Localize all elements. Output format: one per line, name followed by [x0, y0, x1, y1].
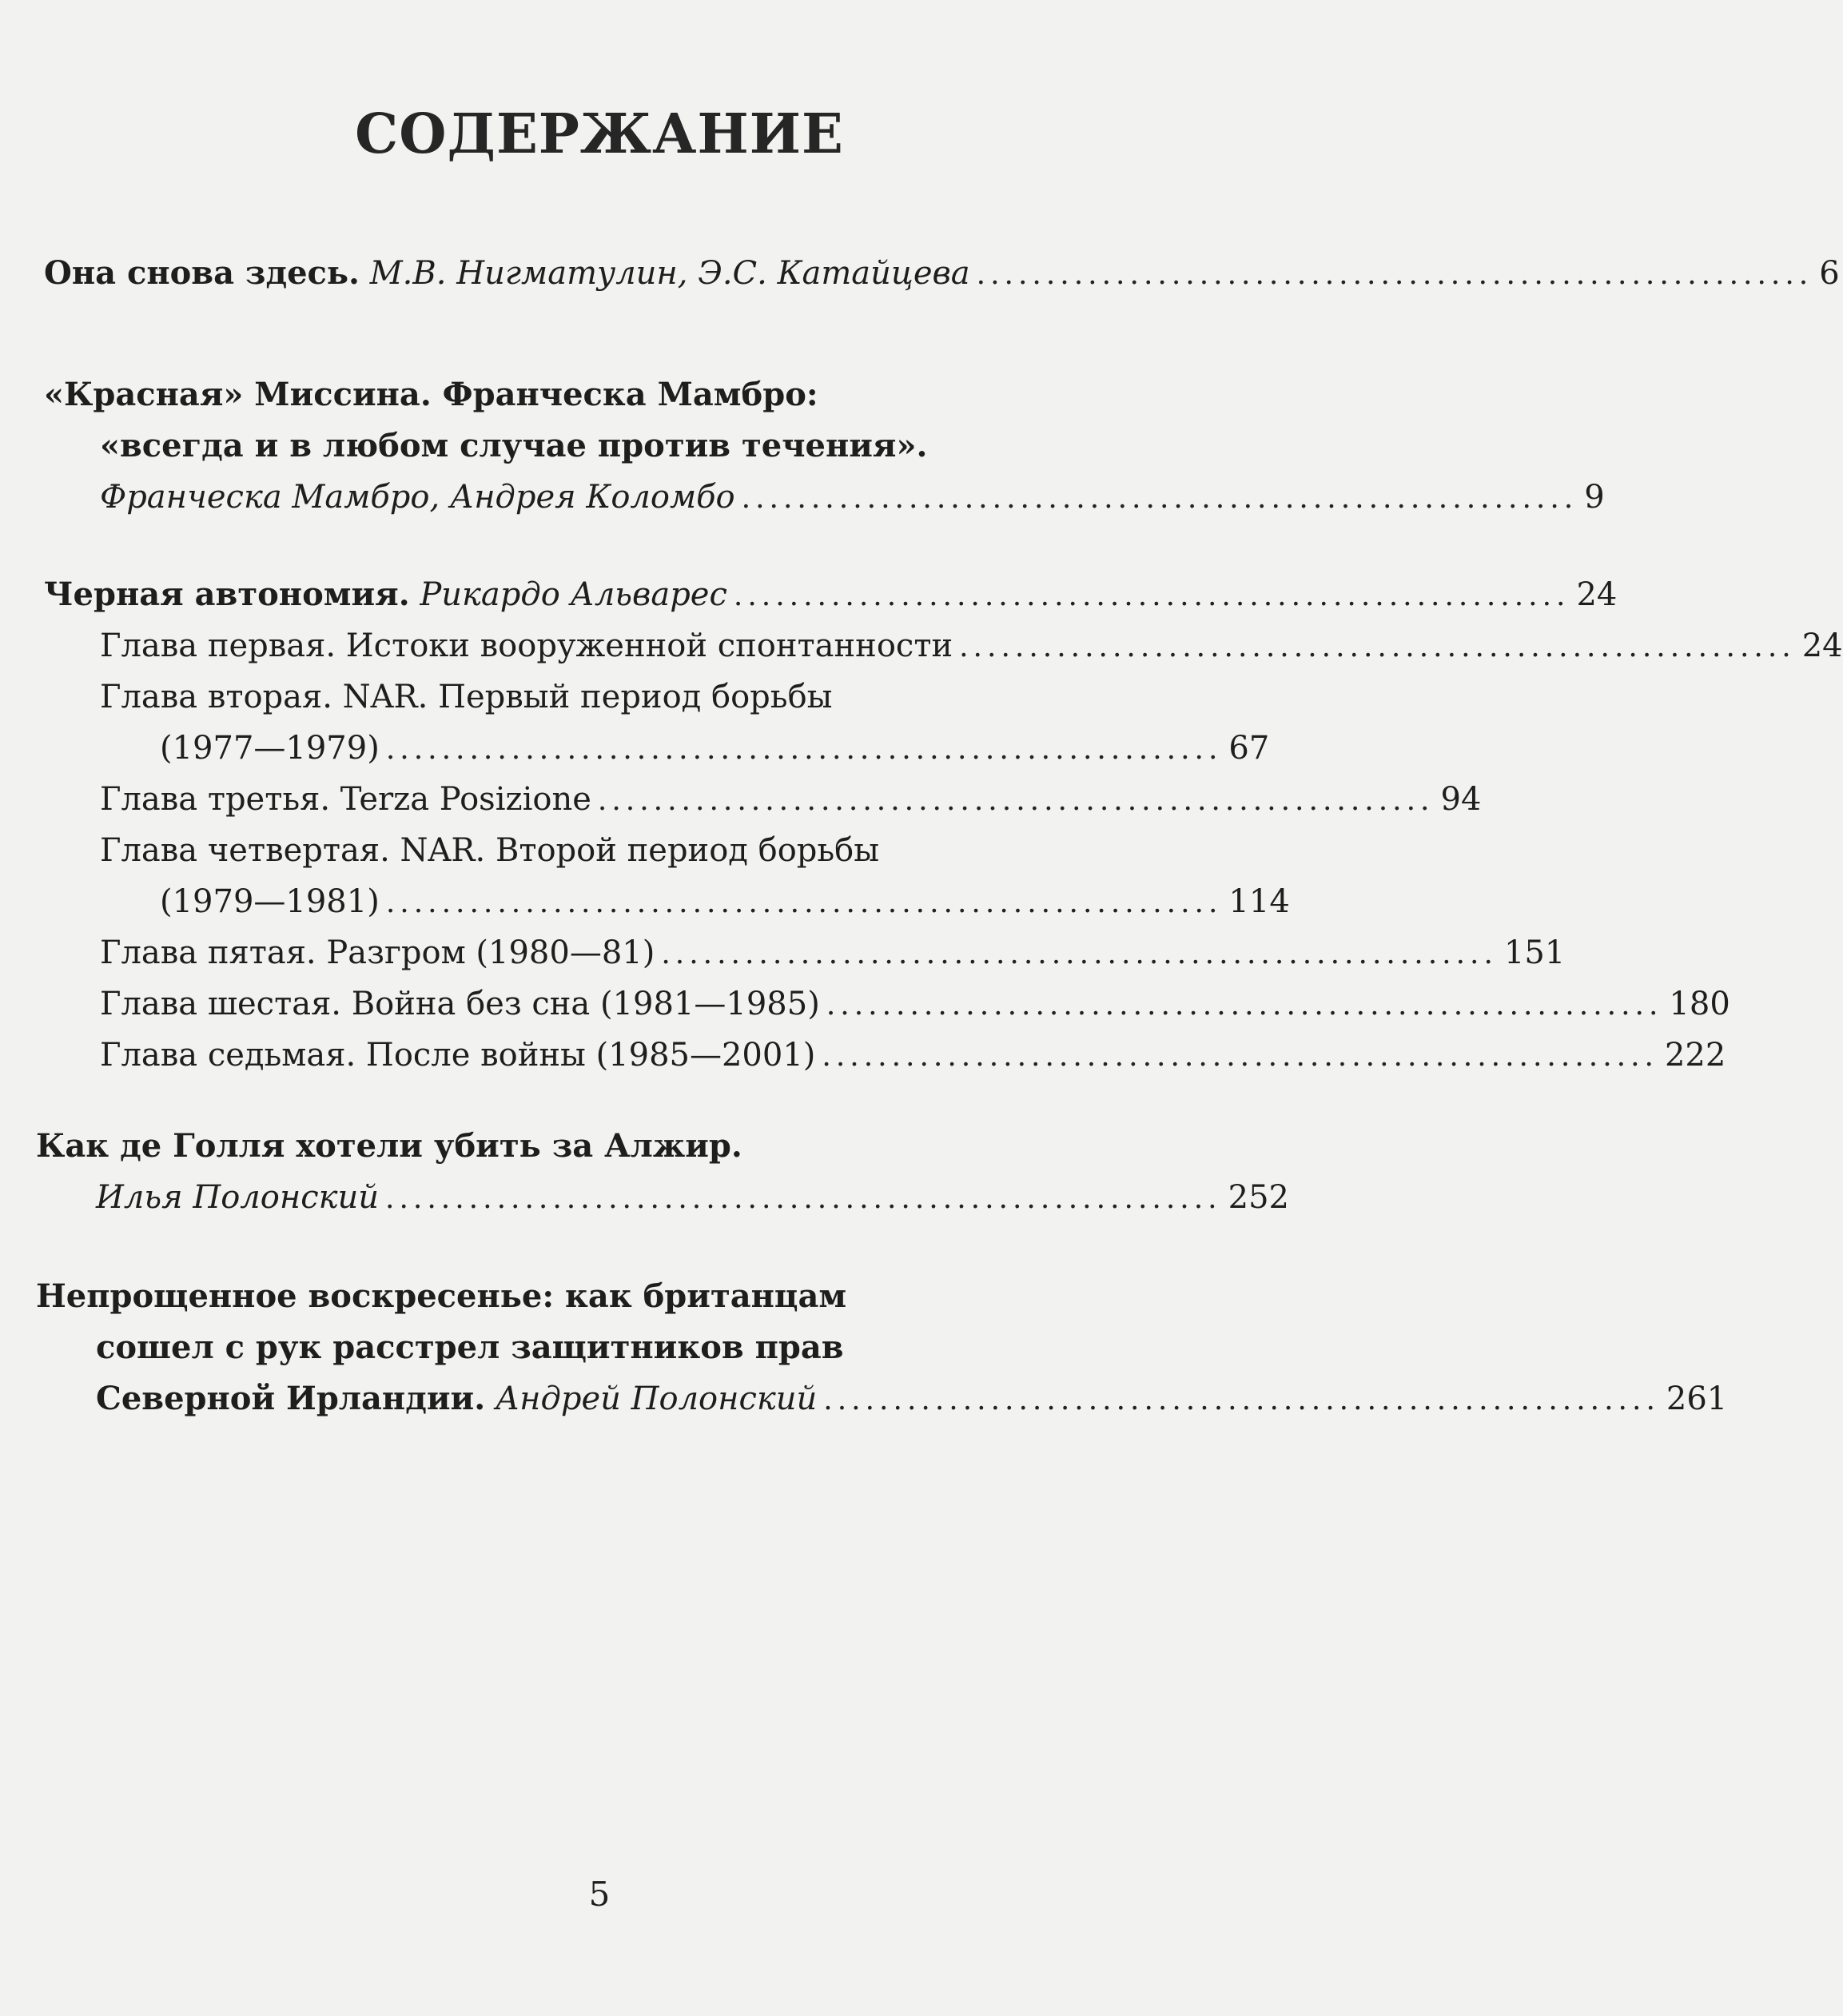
entry-page: 24: [1576, 576, 1618, 613]
entry-title: «всегда и в любом случае против течения».: [100, 427, 928, 464]
entry-title: Глава шестая. Война без сна (1981—1985): [100, 986, 820, 1022]
entry-page: 9: [1584, 479, 1605, 516]
dot-leader: ............................................................: [741, 482, 1578, 515]
page-title: СОДЕРЖАНИЕ: [355, 102, 844, 166]
entry-page: 24: [1801, 628, 1843, 664]
toc-entry: [96, 1375, 1728, 1423]
entry-title: Она снова здесь.: [44, 254, 360, 292]
entry-title: Глава седьмая. После войны (1985—2001): [100, 1037, 816, 1074]
dot-leader: ............................................................: [385, 733, 1223, 766]
entry-page: 6: [1819, 255, 1840, 292]
entry-title: Глава пятая. Разгром (1980—81): [100, 934, 655, 971]
dot-leader: ............................................................: [661, 938, 1498, 970]
toc-entry: [36, 1273, 1055, 1321]
entry-page: 67: [1228, 730, 1270, 767]
dot-leader: ............................................................: [385, 1182, 1222, 1215]
entry-author: Андрей Полонский: [485, 1381, 818, 1417]
toc-entry: [100, 980, 1730, 1028]
toc-entry: [36, 1122, 1055, 1170]
entry-title: «Красная» Миссина. Франческа Мамбро:: [44, 376, 818, 413]
toc-entry: [100, 929, 1566, 977]
entry-title: (1977—1979): [160, 730, 380, 767]
entry-page: 151: [1503, 934, 1566, 971]
toc-entry: [96, 1324, 1055, 1372]
toc-entry: [44, 371, 1055, 419]
toc-entry: [100, 827, 1055, 875]
entry-title: сошел с рук расстрел защитников прав: [96, 1329, 844, 1366]
dot-leader: ............................................................: [976, 258, 1813, 291]
dot-leader: ............................................................: [826, 989, 1663, 1022]
toc-entry: [44, 571, 1618, 619]
entry-author: Илья Полонский: [96, 1179, 380, 1216]
entry-title: Глава первая. Истоки вооруженной спонтанности: [100, 628, 953, 664]
entry-title: Глава вторая. NAR. Первый период борьбы: [100, 679, 833, 715]
toc-entry: [160, 878, 1290, 926]
dot-leader: ............................................................: [959, 631, 1796, 663]
entry-page: 222: [1664, 1037, 1726, 1074]
dot-leader: ............................................................: [385, 886, 1223, 919]
entry-page: 252: [1228, 1179, 1289, 1216]
toc-entry: [100, 673, 1055, 721]
dot-leader: ............................................................: [822, 1040, 1658, 1073]
entry-title: Глава третья. Terza Posizione: [100, 781, 591, 818]
page-number: 5: [588, 1875, 611, 1914]
toc-entry: [100, 422, 1055, 470]
entry-title: Непрощенное воскресенье: как британцам: [36, 1277, 847, 1315]
dot-leader: ............................................................: [733, 580, 1570, 612]
entry-page: 94: [1440, 781, 1482, 818]
toc-entry: [100, 775, 1482, 823]
entry-title: (1979—1981): [160, 883, 380, 920]
entry-page: 180: [1669, 986, 1730, 1022]
entry-title: Глава четвертая. NAR. Второй период борьбы: [100, 832, 880, 869]
entry-author: Франческа Мамбро, Андрея Коломбо: [100, 479, 735, 516]
toc-entry: [44, 249, 1840, 297]
toc-entry: [100, 622, 1843, 670]
toc-entry: [160, 724, 1270, 772]
entry-title: Северной Ирландии.: [96, 1380, 486, 1417]
entry-author: М.В. Нигматулин, Э.С. Катайцева: [359, 255, 970, 292]
toc-entry: [100, 473, 1605, 521]
entry-author: Рикардо Альварес: [409, 576, 727, 613]
entry-title: Как де Голля хотели убить за Алжир.: [36, 1127, 742, 1165]
entry-title: Черная автономия.: [44, 576, 410, 613]
toc-entry: [96, 1173, 1289, 1221]
toc-entry: [100, 1031, 1726, 1079]
dot-leader: ............................................................: [597, 784, 1435, 817]
dot-leader: ............................................................: [823, 1384, 1660, 1416]
entry-page: 114: [1228, 883, 1290, 920]
entry-page: 261: [1666, 1381, 1728, 1417]
